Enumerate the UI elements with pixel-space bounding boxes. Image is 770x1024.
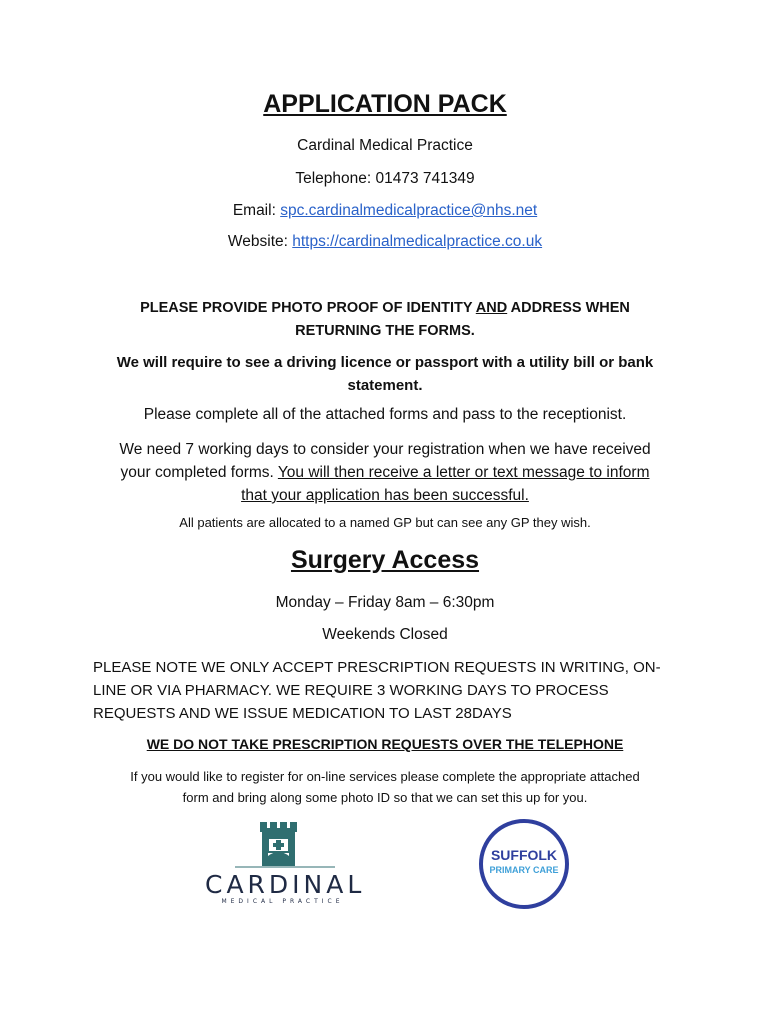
suffolk-name: SUFFOLK [490,847,558,863]
online-text-1: If you would like to register for on-line services please complete the appropriate attached [130,769,640,784]
online-text-2: form and bring along some photo ID so that we can set this up for you. [182,790,588,805]
prescription-text-1: PLEASE NOTE WE ONLY ACCEPT PRESCRIPTION REQUESTS IN WRITING, ON- [93,659,661,676]
suffolk-subtitle: PRIMARY CARE [489,865,559,875]
weekend-hours: Weekends Closed [322,626,448,643]
proof-text-2: ADDRESS WHEN [507,300,630,316]
licence-requirement [0,351,770,397]
proof-and: AND [475,300,508,316]
prescription-text-2: LINE OR VIA PHARMACY. WE REQUIRE 3 WORKING DAYS TO PROCESS [93,682,609,699]
working-days-text-2a: your completed forms. [120,464,278,481]
practice-name: Cardinal Medical Practice [297,137,473,154]
cardinal-name: CARDINAL [205,870,366,899]
email-link[interactable]: spc.cardinalmedicalpractice@nhs.net [280,202,538,219]
suffolk-primary-care-logo [474,818,574,910]
website-label: Website: [227,233,288,250]
suffolk-ring-icon [474,818,574,910]
complete-forms-note: Please complete all of the attached forms and pass to the receptionist. [143,406,627,423]
cardinal-logo [205,820,366,910]
no-telephone-requests: WE DO NOT TAKE PRESCRIPTION REQUESTS OVER THE TELEPHONE [146,736,624,752]
working-days-text-1: We need 7 working days to consider your registration when we have received [119,441,651,458]
proof-text-3: RETURNING THE FORMS. [295,323,475,339]
telephone-line [0,170,770,188]
online-services-note [0,766,770,808]
cardinal-subtitle: MEDICAL PRACTICE [221,898,344,905]
working-days-text-2b: You will then receive a letter or text message to inform [277,464,650,481]
opening-hours: Monday – Friday 8am – 6:30pm [275,594,495,611]
licence-text-1: We will require to see a driving licence or passport with a utility bill or bank [116,354,654,371]
gp-allocation-note: All patients are allocated to a named GP but can see any GP they wish. [179,515,591,530]
proof-of-identity-notice [0,297,770,343]
email-label: Email: [232,202,276,219]
email-line [0,202,770,220]
prescription-text-3: REQUESTS AND WE ISSUE MEDICATION TO LAST 28DAYS [93,705,512,722]
page-title: APPLICATION PACK [263,90,507,118]
proof-text-1: PLEASE PROVIDE PHOTO PROOF OF IDENTITY [140,300,476,316]
telephone-number: 01473 741349 [375,170,475,187]
website-link[interactable]: https://cardinalmedicalpractice.co.uk [292,233,543,250]
licence-text-2: statement. [347,377,423,394]
prescription-policy [93,656,683,725]
working-days-text-3: that your application has been successful. [241,487,529,504]
working-days-note [0,438,770,507]
telephone-label: Telephone: [295,170,372,187]
surgery-access-heading: Surgery Access [290,546,480,574]
website-line [0,233,770,251]
